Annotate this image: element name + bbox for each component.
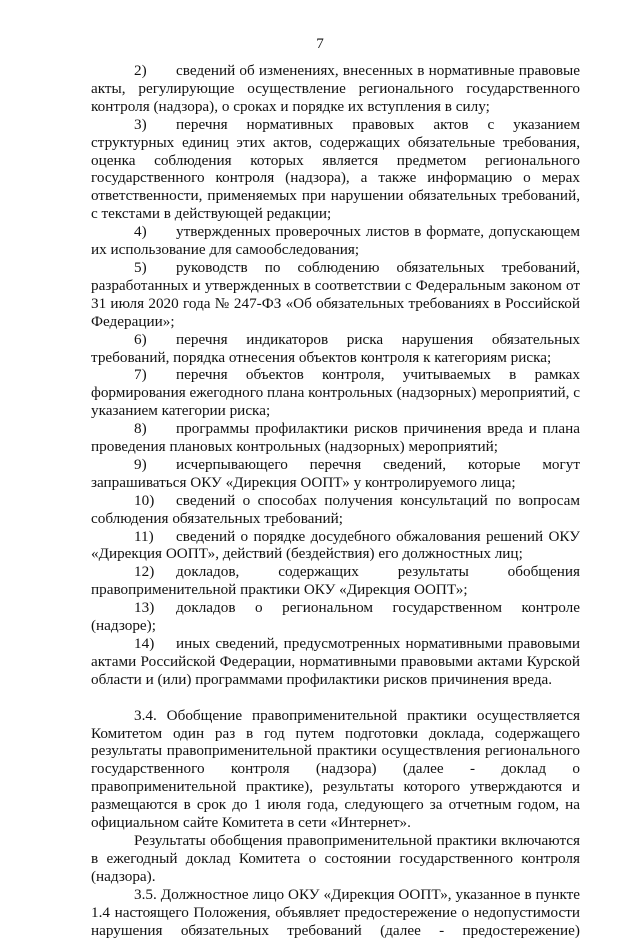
list-item xyxy=(91,689,580,707)
list-item-text: докладов, содержащих результаты обобщения правоприменительной практики ОКУ «Дирекция ООПТ»; xyxy=(91,563,580,599)
list-item-text: утвержденных проверочных листов в формате, допускающем их использование для самообследования; xyxy=(91,223,580,259)
list-item xyxy=(91,563,580,599)
list-item xyxy=(91,599,580,635)
list-item-text: сведений о способах получения консультаций по вопросам соблюдения обязательных требований; xyxy=(91,491,580,527)
list-item xyxy=(91,528,580,564)
list-item xyxy=(91,456,580,492)
list-item-number: 7) xyxy=(134,366,147,384)
list-item-text: докладов о региональном государственном контроле (надзоре); xyxy=(91,599,580,635)
list-item xyxy=(91,223,580,259)
list-item-number: 12) xyxy=(134,563,155,581)
list-item-text: перечня индикаторов риска нарушения обязательных требований, порядка отнесения объектов контроля к категориям риска; xyxy=(91,330,580,366)
list-item-number: 10) xyxy=(134,491,155,509)
list-item-number: 2) xyxy=(134,62,147,79)
list-item xyxy=(91,259,580,331)
list-item-text: сведений о порядке досудебного обжалования решений ОКУ «Дирекция ООПТ», действий (бездействия) его должностных лиц; xyxy=(91,527,580,563)
document-body xyxy=(91,62,580,939)
list-item-text: программы профилактики рисков причинения вреда и плана проведения плановых контрольных (надзорных) мероприятий; xyxy=(91,420,580,456)
list-item-text: перечня объектов контроля, учитываемых в рамках формирования ежегодного плана контрольных (надзорных) мероприятий, с указанием категории риска; xyxy=(91,366,580,420)
paragraph-results: Результаты обобщения правоприменительной практики включаются в ежегодный доклад Комитета о состоянии государственного контроля (надзора). xyxy=(91,831,580,885)
list-item-number: 6) xyxy=(134,330,147,348)
list-item-number: 5) xyxy=(134,258,147,276)
list-item-text: иных сведений, предусмотренных нормативными правовыми актами Российской Федерации, нормативными правовыми актами Курской области и (или) программами профилактики рисков причинения вреда. xyxy=(91,635,580,688)
list-item-number: 13) xyxy=(134,599,155,617)
list-item-number: 3) xyxy=(134,115,147,133)
list-item xyxy=(91,116,580,223)
list-item-text: исчерпывающего перечня сведений, которые могут запрашиваться ОКУ «Дирекция ООПТ» у контролируемого лица; xyxy=(91,455,580,491)
list-item-number: 8) xyxy=(134,420,147,438)
list-item-number: 9) xyxy=(134,455,147,473)
list-item xyxy=(91,366,580,420)
list-item-text: перечня нормативных правовых актов с указанием структурных единиц этих актов, содержащих обязательные требования, оценка соблюдения которых является предметом регионального государственного контроля (надзора), а также информацию о мерах ответственности, применяемых при нарушении обязательных требований, с текстами в действующей редакции; xyxy=(91,115,580,223)
list-item xyxy=(91,420,580,456)
list-item xyxy=(91,62,580,116)
paragraph-3-5: 3.5. Должностное лицо ОКУ «Дирекция ООПТ», указанное в пункте 1.4 настоящего Положения, объявляет предостережение о недопустимости нарушения обязательных требований (далее - предостережение) xyxy=(91,885,580,939)
list-item xyxy=(91,492,580,528)
list-item-number: 11) xyxy=(134,527,154,545)
list-item-text: руководств по соблюдению обязательных требований, разработанных и утвержденных в соответствии с Федеральным законом от 31 июля 2020 года № 247-ФЗ «Об обязательных требованиях в Российской Федерации»; xyxy=(91,258,580,330)
paragraph-3-4: 3.4. Обобщение правоприменительной практики осуществляется Комитетом один раз в год путем подготовки доклада, содержащего результаты правоприменительной практики осуществления регионального государственного контроля (надзора) (далее - доклад о правоприменительной практике), результаты которого утверждаются и размещаются в срок до 1 июля года, следующего за отчетным годом, на официальном сайте Комитета в сети «Интернет». xyxy=(91,706,580,832)
list-item-text: сведений об изменениях, внесенных в нормативные правовые акты, регулирующие осуществление регионального государственного контроля (надзора), о сроках и порядке их вступления в силу; xyxy=(91,62,580,115)
page-number: 7 xyxy=(316,35,324,52)
list-item xyxy=(91,331,580,367)
list-item xyxy=(91,635,580,689)
list-item-number: 4) xyxy=(134,223,147,241)
list-item-number: 14) xyxy=(134,635,155,652)
